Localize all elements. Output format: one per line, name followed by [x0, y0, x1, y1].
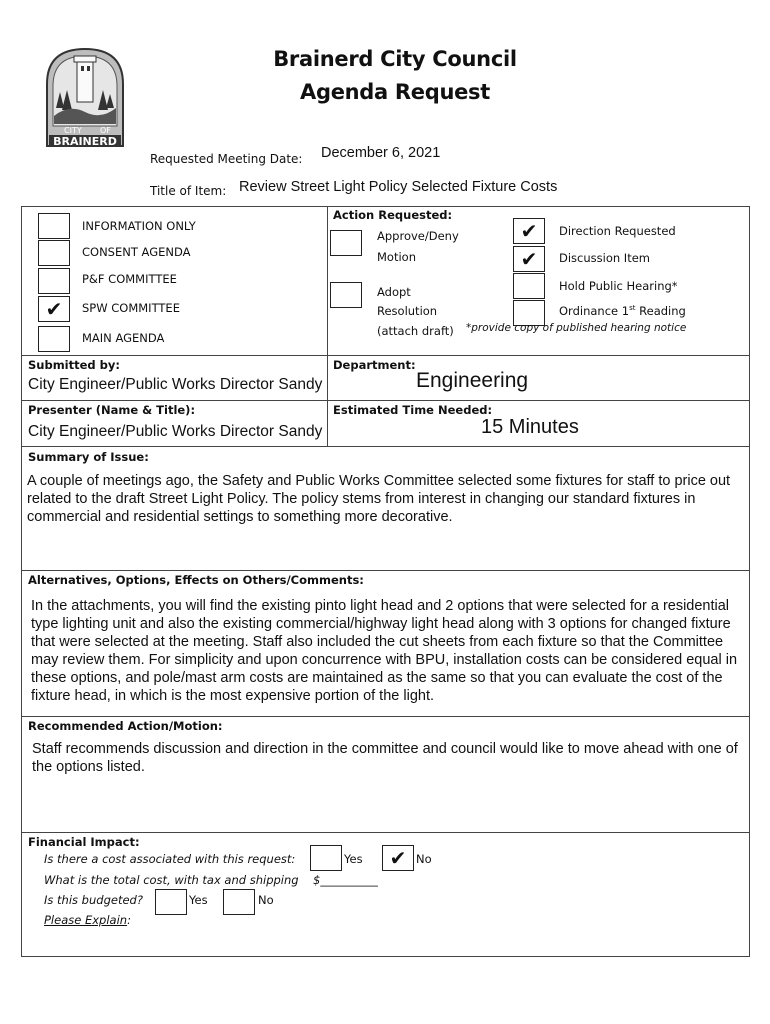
spw-committee-checkbox[interactable] — [38, 296, 70, 322]
svg-text:OF: OF — [100, 126, 111, 135]
discussion-item-checkmark-icon: ✔ — [520, 247, 538, 271]
budgeted-no-checkbox[interactable] — [223, 889, 255, 915]
pf-committee-label: P&F COMMITTEE — [82, 272, 177, 286]
main-agenda-label: MAIN AGENDA — [82, 331, 165, 345]
budgeted-no-label: No — [258, 893, 274, 907]
department-value[interactable]: Engineering — [416, 369, 529, 392]
ordinance-first-reading-label: Ordinance 1st Reading — [559, 304, 686, 318]
financial-impact-label: Financial Impact: — [28, 835, 140, 849]
recommended-text[interactable]: Staff recommends discussion and direction in the committee and council would like to move ahead with one of the options listed. — [32, 741, 738, 775]
meeting-date-label: Requested Meeting Date: — [150, 152, 303, 166]
spw-committee-label: SPW COMMITTEE — [82, 301, 180, 315]
cost-no-label: No — [416, 852, 432, 866]
spw-committee-checkmark-icon: ✔ — [45, 297, 63, 321]
action-requested-label: Action Requested: — [333, 208, 453, 222]
budgeted-yes-label: Yes — [189, 893, 208, 907]
cost-question: Is there a cost associated with this request: — [44, 852, 296, 866]
cost-yes-checkbox[interactable] — [310, 845, 342, 871]
consent-agenda-checkbox[interactable] — [38, 240, 70, 266]
svg-text:CITY: CITY — [64, 126, 82, 135]
adopt-resolution-label-2: Resolution — [377, 304, 438, 318]
summary-label: Summary of Issue: — [28, 450, 149, 464]
consent-agenda-label: CONSENT AGENDA — [82, 245, 191, 259]
main-agenda-checkbox[interactable] — [38, 326, 70, 352]
adopt-resolution-label: Adopt — [377, 285, 411, 299]
svg-text:BRAINERD: BRAINERD — [53, 135, 117, 148]
summary-text[interactable]: A couple of meetings ago, the Safety and Public Works Committee selected some fixtures for staff to price out related to the draft Street Light Policy. The policy stems from interest in changing our standard fixtures in commercial and residential settings to something more decorative. — [27, 473, 731, 525]
pf-committee-checkbox[interactable] — [38, 268, 70, 294]
budgeted-yes-checkbox[interactable] — [155, 889, 187, 915]
public-hearing-checkbox[interactable] — [513, 273, 545, 299]
time-needed-value[interactable]: 15 Minutes — [481, 416, 579, 438]
information-only-label: INFORMATION ONLY — [82, 219, 196, 233]
adopt-resolution-checkbox[interactable] — [330, 282, 362, 308]
budgeted-question: Is this budgeted? — [44, 893, 143, 907]
cost-no-checkmark-icon: ✔ — [389, 846, 407, 870]
title-line-1: Brainerd City Council — [273, 47, 517, 71]
alternatives-text[interactable]: In the attachments, you will find the existing pinto light head and 2 options that were selected for a residential type lighting unit and also the existing commercial/highway light head along with 3 options for changed fixture that were selected at the meeting. Staff also included the cut sheets from each fixture so that the Committee may review them. For simplicity and upon concurrence with BPU, installation costs can be considered equal in these options, and pole/mast arm costs are maintained as the same so that you can evaluate the cost of the fixture head, in which is the most expensive portion of the light. — [31, 598, 738, 704]
public-hearing-label: Hold Public Hearing* — [559, 279, 678, 293]
total-cost-question: What is the total cost, with tax and shipping — [44, 873, 299, 887]
discussion-item-label: Discussion Item — [559, 251, 650, 265]
hearing-note: *provide copy of published hearing notice — [466, 322, 687, 334]
total-cost-value[interactable]: $__________ — [313, 873, 378, 887]
direction-requested-checkmark-icon: ✔ — [520, 219, 538, 243]
approve-deny-label-2: Motion — [377, 250, 416, 264]
department-label: Department: — [333, 358, 416, 372]
submitted-by-value[interactable]: City Engineer/Public Works Director Sandy — [28, 376, 323, 393]
time-needed-label: Estimated Time Needed: — [333, 403, 493, 417]
presenter-value[interactable]: City Engineer/Public Works Director Sandy — [28, 423, 323, 440]
direction-requested-checkbox[interactable] — [513, 218, 545, 244]
direction-requested-label: Direction Requested — [559, 224, 676, 238]
approve-deny-label: Approve/Deny — [377, 229, 459, 243]
please-explain-label: Please Explain: — [44, 913, 131, 927]
cost-yes-label: Yes — [344, 852, 363, 866]
discussion-item-checkbox[interactable] — [513, 246, 545, 272]
information-only-checkbox[interactable] — [38, 213, 70, 239]
alternatives-label: Alternatives, Options, Effects on Others/Comments: — [28, 573, 364, 587]
meeting-date-value[interactable]: December 6, 2021 — [321, 145, 441, 161]
title-of-item-label: Title of Item: — [150, 184, 227, 198]
approve-deny-checkbox[interactable] — [330, 230, 362, 256]
title-of-item-value[interactable]: Review Street Light Policy Selected Fixture Costs — [239, 179, 558, 195]
adopt-resolution-label-3: (attach draft) — [377, 324, 454, 338]
submitted-by-label: Submitted by: — [28, 358, 120, 372]
cost-no-checkbox[interactable] — [382, 845, 414, 871]
recommended-label: Recommended Action/Motion: — [28, 719, 223, 733]
presenter-label: Presenter (Name & Title): — [28, 403, 196, 417]
title-line-2: Agenda Request — [300, 80, 490, 104]
